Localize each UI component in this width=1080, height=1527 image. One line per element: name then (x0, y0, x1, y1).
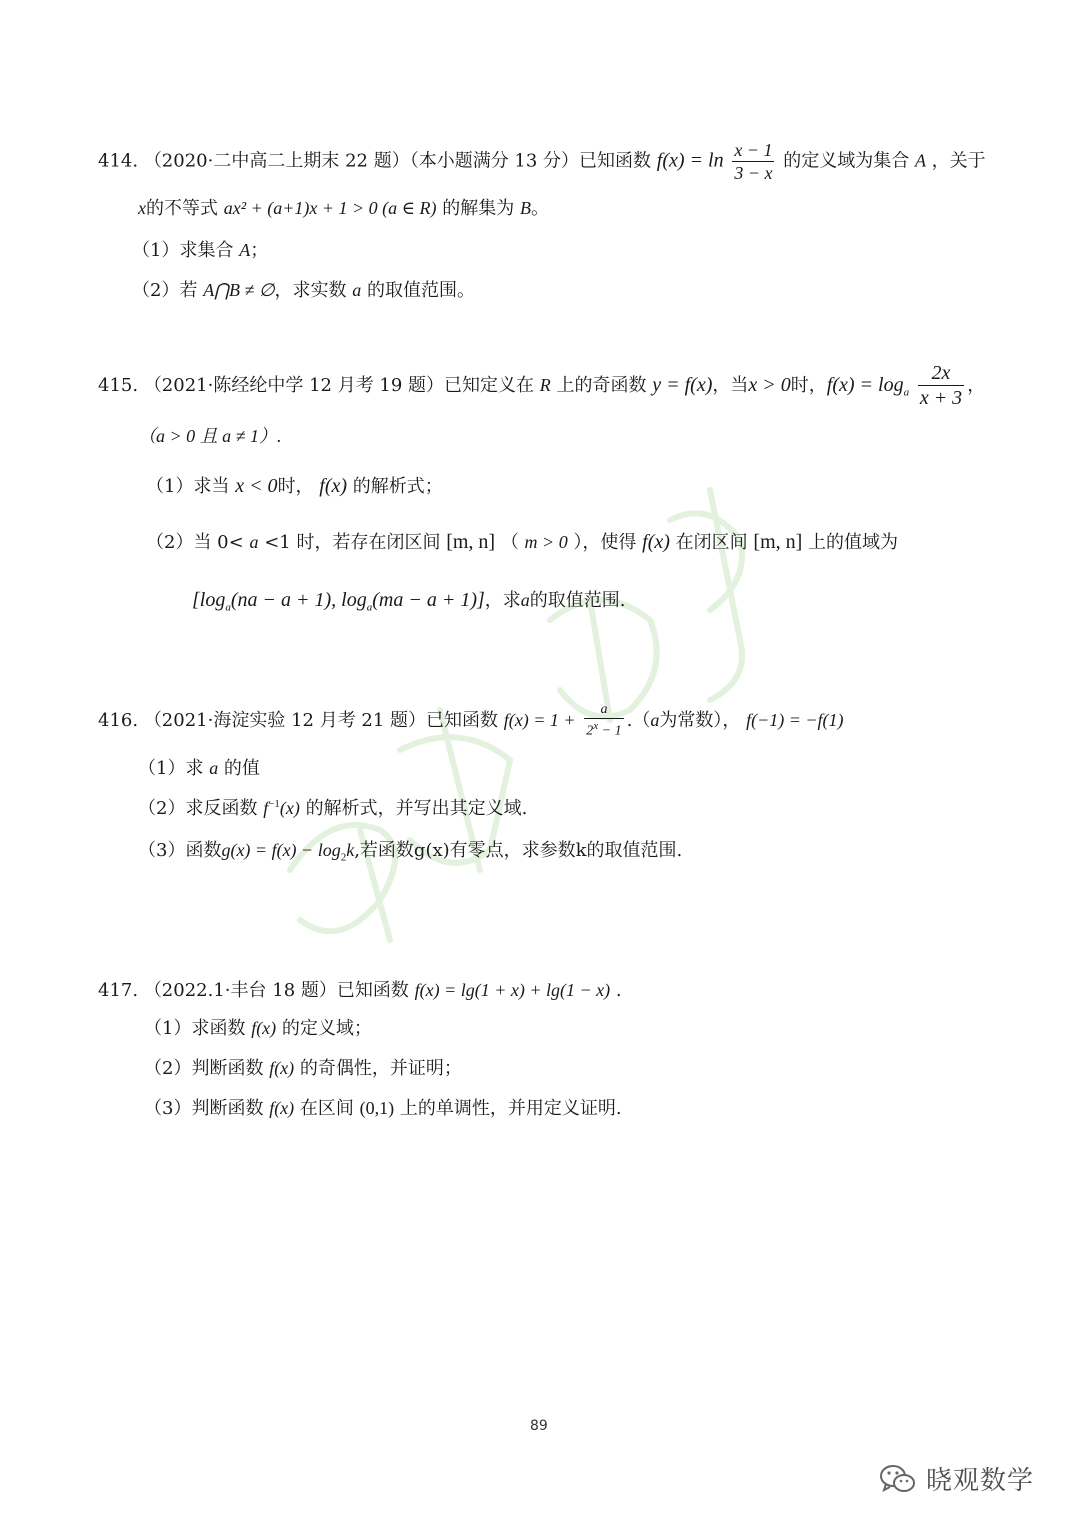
q416-p3-text: ,若函数g(x)有零点，求参数k的取值范围. (354, 840, 683, 861)
q414-p2-end: 的取值范围。 (366, 280, 475, 301)
q415-line2 (138, 426, 282, 448)
q415-p1-text: 时， (277, 476, 314, 497)
q416-part2 (138, 798, 527, 820)
q416-frac-den (584, 718, 623, 740)
q414-frac-den: 3 − x (734, 162, 773, 183)
q416-part3 (138, 840, 682, 865)
q417-line1 (98, 980, 622, 1002)
q416-p2-end: 的解析式，并写出其定义域. (305, 798, 528, 819)
q415-text3: 时， (790, 375, 827, 396)
q415-p2-text5: 上的值域为 (808, 532, 899, 553)
q415-p2-end: 的取值范围. (529, 590, 626, 611)
q416-p3-sub: 2 (340, 851, 347, 864)
q415-p2-range-3: (ma − a + 1)] (372, 589, 485, 611)
q416-cond: f(−1) = −f(1) (746, 709, 844, 730)
q414-after-frac: 的定义域为集合 (783, 150, 910, 172)
q417-number: 417. (98, 980, 139, 1001)
q415-p2-label: （2）当 0< (146, 532, 244, 553)
q416-part1 (138, 758, 260, 780)
q415-text2: ，当 (712, 375, 749, 396)
q414-inequality: ax² + (a+1)x + 1 > 0 (a ∈ R) (223, 198, 437, 218)
q416-fx: f(x) = 1 + (503, 709, 576, 730)
q416-frac-den-rest: − 1 (598, 723, 622, 739)
q414-source: （2020·二中高二上期末 22 题）（本小题满分 13 分）已知函数 (143, 150, 652, 172)
q417-p1-label: （1）求函数 (144, 1018, 246, 1039)
q415-frac-num: 2x (931, 362, 951, 384)
q415-p2-a: a (249, 532, 259, 552)
q416-frac-den-base: 2 (586, 723, 594, 739)
q416-line1 (98, 702, 844, 740)
q414-fx: f(x) = ln (656, 149, 724, 172)
q415-part2-line2 (192, 588, 626, 615)
q415-p2-text6: ，求 (484, 590, 521, 611)
q415-p2-range-sub1: a (225, 601, 231, 614)
q415-frac-den: x + 3 (919, 387, 963, 409)
q415-log-base: a (903, 386, 910, 399)
q416-frac-num: a (600, 702, 608, 717)
q415-p2-range-1: [log (192, 589, 226, 611)
watermark-text: 晓观数学 (250, 435, 315, 454)
q416-p2-label: （2）求反函数 (138, 798, 258, 819)
page-number: 89 (530, 1418, 548, 1434)
q414-fraction (732, 140, 774, 183)
q414-line1 (98, 140, 986, 183)
q415-p2-text3: ），使得 (573, 532, 637, 553)
q417-p2-end: 的奇偶性，并证明； (299, 1058, 462, 1079)
q415-p2-range-sub2: a (366, 601, 373, 614)
q415-fraction (918, 362, 964, 410)
q414-number: 414. (98, 150, 139, 172)
q415-line1 (98, 362, 985, 410)
q417-part1 (144, 1018, 372, 1040)
q415-fx: f(x) = log (826, 374, 904, 396)
q417-p3-interval: (0,1) (359, 1098, 395, 1118)
q417-p2-label: （2）判断函数 (144, 1058, 264, 1079)
q417-p3-label: （3）判断函数 (144, 1098, 264, 1119)
q414-line2-end: 。 (530, 198, 549, 219)
q415-p1-cond: x < 0 (235, 475, 278, 497)
q415-r: R (539, 375, 551, 395)
q417-fx: f(x) = lg(1 + x) + lg(1 − x) (414, 980, 611, 1000)
q415-text4: ， (967, 375, 986, 396)
q416-a: a (650, 709, 660, 730)
q414-set-b: B (519, 198, 531, 218)
q415-p2-range-2: (na − a + 1), log (230, 589, 367, 611)
q414-p2-label: （2）若 (132, 280, 198, 301)
q415-p2-var: a (520, 590, 530, 610)
q416-p3-expr-2: k (346, 840, 355, 860)
q416-fraction (584, 702, 623, 740)
q417-p2-fx: f(x) (269, 1058, 295, 1078)
q417-source: （2022.1·丰台 18 题）已知函数 (143, 980, 409, 1001)
q417-part3 (144, 1098, 622, 1120)
q414-line2-text2: 的解集为 (442, 198, 515, 219)
q414-part1 (132, 240, 268, 262)
q415-p2-text1: <1 时，若存在闭区间 (264, 532, 441, 553)
q414-x: x (138, 198, 146, 218)
q415-cond: x > 0 (748, 374, 791, 396)
q417-p1-fx: f(x) (251, 1018, 277, 1038)
q414-line2 (138, 198, 549, 220)
q417-p3-end: 上的单调性，并用定义证明. (399, 1098, 622, 1119)
q415-yfx: y = f(x) (652, 374, 713, 396)
q414-p1-label: （1）求集合 (132, 240, 234, 261)
q416-p2-x: (x) (279, 798, 300, 818)
q417-p3-fx: f(x) (269, 1098, 295, 1118)
q414-p1-end: ； (250, 240, 269, 261)
q415-part2 (146, 530, 898, 554)
q415-p1-fx: f(x) (319, 475, 348, 497)
q416-p1-var: a (209, 758, 219, 778)
q415-p1-label: （1）求当 (146, 476, 230, 497)
q415-p1-end: 的解析式； (352, 476, 443, 497)
q416-text2: 为常数）， (659, 709, 741, 731)
q417-end: . (615, 980, 622, 1001)
q414-set-a: A (914, 150, 926, 171)
q414-p2-expr: A⋂B ≠ ∅ (203, 280, 275, 300)
q416-number: 416. (98, 709, 139, 731)
q415-source: （2021·陈经纶中学 12 月考 19 题）已知定义在 (143, 375, 535, 396)
q416-p1-end: 的值 (223, 758, 260, 779)
q416-p3-label: （3）函数 (138, 840, 222, 861)
brand-mark (878, 1460, 1034, 1497)
q417-p1-end: 的定义域； (281, 1018, 372, 1039)
q415-number: 415. (98, 375, 139, 396)
q415-p2-text2: （ (500, 532, 519, 553)
q415-part1 (146, 474, 443, 498)
q417-part2 (144, 1058, 462, 1080)
q414-line2-text1: 的不等式 (146, 198, 218, 219)
q416-p1-label: （1）求 (138, 758, 204, 779)
q416-frac-den-exp: x (593, 720, 599, 733)
q416-p2-sup: −1 (268, 798, 280, 810)
q415-p2-m: m > 0 (524, 532, 568, 552)
q415-p2-interval1: [m, n] (446, 531, 496, 553)
q414-part2 (132, 280, 475, 302)
wechat-icon (878, 1462, 918, 1496)
q414-p1-var: A (239, 240, 251, 260)
q414-frac-num: x − 1 (734, 140, 773, 160)
q416-text1: .（ (626, 709, 651, 731)
q417-p3-text: 在区间 (299, 1098, 354, 1119)
q415-p2-text4: 在闭区间 (675, 532, 748, 553)
brand-text: 晓观数学 (926, 1466, 1035, 1496)
q414-p2-text: ，求实数 (274, 280, 347, 301)
q415-text1: 上的奇函数 (556, 375, 647, 396)
q416-p2-f: f (263, 798, 269, 818)
q414-p2-var: a (352, 280, 362, 300)
q416-source: （2021·海淀实验 12 月考 21 题）已知函数 (143, 709, 499, 731)
q415-condition-a: （a > 0 且 a ≠ 1）. (138, 426, 282, 446)
q415-p2-interval2: [m, n] (753, 531, 803, 553)
q416-p3-expr-1: g(x) = f(x) − log (221, 840, 341, 860)
q415-p2-fx: f(x) (642, 531, 670, 553)
q414-about: ，关于 (931, 150, 986, 172)
